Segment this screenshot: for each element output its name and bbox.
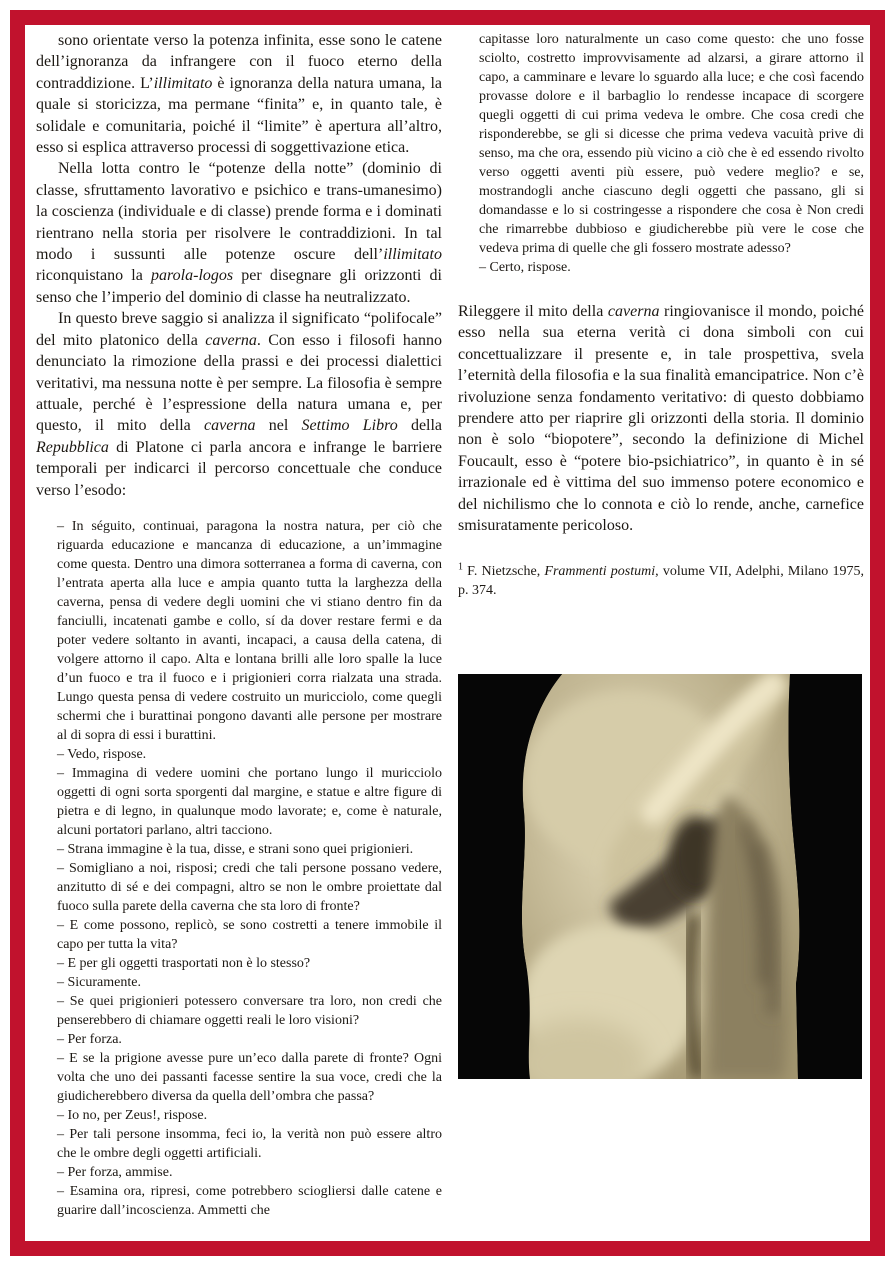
quote-paragraph: – Io no, per Zeus!, rispose. (57, 1107, 208, 1123)
quote-paragraph: – Se quei prigionieri potessero conversare tra loro, non credi che penserebbero di chiamare oggetti reali le loro visioni? (57, 993, 442, 1028)
left-column (36, 30, 442, 1226)
page-content (36, 30, 864, 1226)
footnote-nietzsche: $^1$ F. Nietzsche, Frammenti postumi, volume VII, Adelphi, Milano 1975, p. 374. (458, 561, 864, 599)
body-paragraph: Nella lotta contro le “potenze della notte” (dominio di classe, sfruttamento lavorativo e psichico e trans-umanesimo) la coscienza (individuale e di classe) prende forma e i dominati rientrano nella storia per risolvere le contraddizioni. In tal modo i sussunti alle potenze oscure dell’illimitato riconquistano la parola-logos per disegnare gli orizzonti di senso che l’imperio del dominio di classe ha neutralizzato. (36, 160, 442, 306)
right-body-paragraphs (458, 301, 864, 536)
body-paragraph: In questo breve saggio si analizza il significato “polifocale” del mito platonico della caverna. Con esso i filosofi hanno denunciato la rimozione della prassi e dei processi dialettici veritativi, ma nessuna notte è per sempre. La filosofia è sempre attuale, perché è l’espressione della natura umana e, per questo, il mito della caverna nel Settimo Libro della Repubblica di Platone ci parla ancora e infrange le barriere temporali per indicarci il percorso concettuale che conduce verso l’esodo: (36, 310, 442, 499)
body-paragraph: sono orientate verso la potenza infinita, esse sono le catene dell’ignoranza da infrangere con il fuoco eterno della contraddizione. L’illimitato è ignoranza della natura umana, la quale si storicizza, ma permane “finita” e, in quanto tale, è solidale e comunitaria, poiché il “limite” è apertura all’altro, esso si esplica attraverso processi di soggettivazione etica. (36, 32, 442, 157)
quote-paragraph: – Strana immagine è la tua, disse, e strani sono quei prigionieri. (57, 841, 414, 857)
quote-paragraph: – E come possono, replicò, se sono costretti a tenere immobile il capo per tutta la vita? (57, 917, 442, 952)
quote-paragraph: – Sicuramente. (57, 974, 141, 990)
right-black-mask (789, 674, 862, 1079)
quote-paragraph: – Certo, rispose. (479, 260, 571, 275)
quote-paragraph: – Per tali persone insomma, feci io, la verità non può essere altro che le ombre degli oggetti artificiali. (57, 1126, 442, 1161)
quote-paragraph: – E per gli oggetti trasportati non è lo stesso? (57, 955, 311, 971)
sculpture-photo (458, 674, 862, 1079)
left-body-paragraphs (36, 30, 442, 501)
quote-paragraph: – E se la prigione avesse pure un’eco dalla parete di fronte? Ogni volta che uno dei passanti facesse sentire la sua voce, credi che la giudicherebbero diversa da quella dell’ombra che passa? (57, 1050, 442, 1104)
plato-quote-block-left (36, 517, 442, 1220)
sculpture-illustration (458, 674, 862, 1079)
body-paragraph: Rileggere il mito della caverna ringiovanisce il mondo, poiché esso nella sua eterna verità ci dona simboli con cui concettualizzare il presente e, in tale prospettiva, svela l’eternità della filosofia e la sua finalità emancipatrice. Non c’è rivoluzione senza fondamento veritativo: di questo dobbiamo prendere atto per riaprire gli orizzonti della storia. Il dominio non è solo “biopotere”, secondo la definizione di Michel Foucault, esso è “potere bio-psichiatrico”, in quanto è in sé irrazionale ed è vittima del suo immenso potere economico e del nichilismo che lo connota e ciò lo rende, anche, carnefice smisuratamente pericoloso. (458, 303, 864, 535)
quote-paragraph: capitasse loro naturalmente un caso come questo: che uno fosse sciolto, costretto improvvisamente ad alzarsi, a girare attorno il capo, a camminare e levare lo sguardo alla luce; e che così facendo provasse dolore e il barbaglio lo rendesse incapace di scorgere quegli oggetti di cui prima vedeva le ombre. Che cosa credi che risponderebbe, se gli si dicesse che prima vedeva vacuità prive di senso, ma che ora, essendo più vicino a ciò che è ed essendo rivolto verso oggetti aventi più essere, può vedere meglio? e se, mostrandogli anche ciascuno degli oggetti che passano, gli si domandasse e lo si costringesse a rispondere che cosa è Non credi che rimarrebbe dubbioso e giudicherebbe più vere le cose che vedeva prima di quelle che gli fossero mostrate adesso? (479, 32, 864, 256)
quote-paragraph: – Vedo, rispose. (57, 746, 147, 762)
quote-paragraph: – Immagina di vedere uomini che portano lungo il muricciolo oggetti di ogni sorta sporgenti dal margine, e statue e altre figure di pietra e di legno, in qualunque modo lavorate; e, come è naturale, alcuni portatori parlano, altri tacciono. (57, 765, 442, 838)
plato-quote-block-right (458, 30, 864, 277)
quote-paragraph: – Esamina ora, ripresi, come potrebbero sciogliersi dalle catene e guarire dall’incoscienza. Ammetti che (57, 1183, 442, 1218)
quote-paragraph: – Per forza. (57, 1031, 122, 1047)
quote-paragraph: – Somigliano a noi, risposi; credi che tali persone possano vedere, anzitutto di sé e dei compagni, altro se non le ombre proiettate dal fuoco sulla parete della caverna che sta loro di fronte? (57, 860, 442, 914)
right-column (458, 30, 864, 1226)
quote-paragraph: – Per forza, ammise. (57, 1164, 173, 1180)
quote-paragraph: – In séguito, continuai, paragona la nostra natura, per ciò che riguarda educazione e mancanza di educazione, a un’immagine come questa. Dentro una dimora sotterranea a forma di caverna, con l’entrata aperta alla luce e ampia quanto tutta la larghezza della caverna, pensa di vedere degli uomini che vi stiano dentro fin da fanciulli, incatenati gambe e collo, sí da dover restare fermi e da poter vedere soltanto in avanti, incapaci, a causa della catena, di volgere attorno il capo. Alta e lontana brilli alle loro spalle la luce d’un fuoco e tra il fuoco e i prigionieri corra rialzata una strada. Lungo questa pensa di vedere costruito un muricciolo, come quegli schermi che i burattinai pongono davanti alle persone per mostrare al di sopra di essi i burattini. (57, 518, 442, 743)
